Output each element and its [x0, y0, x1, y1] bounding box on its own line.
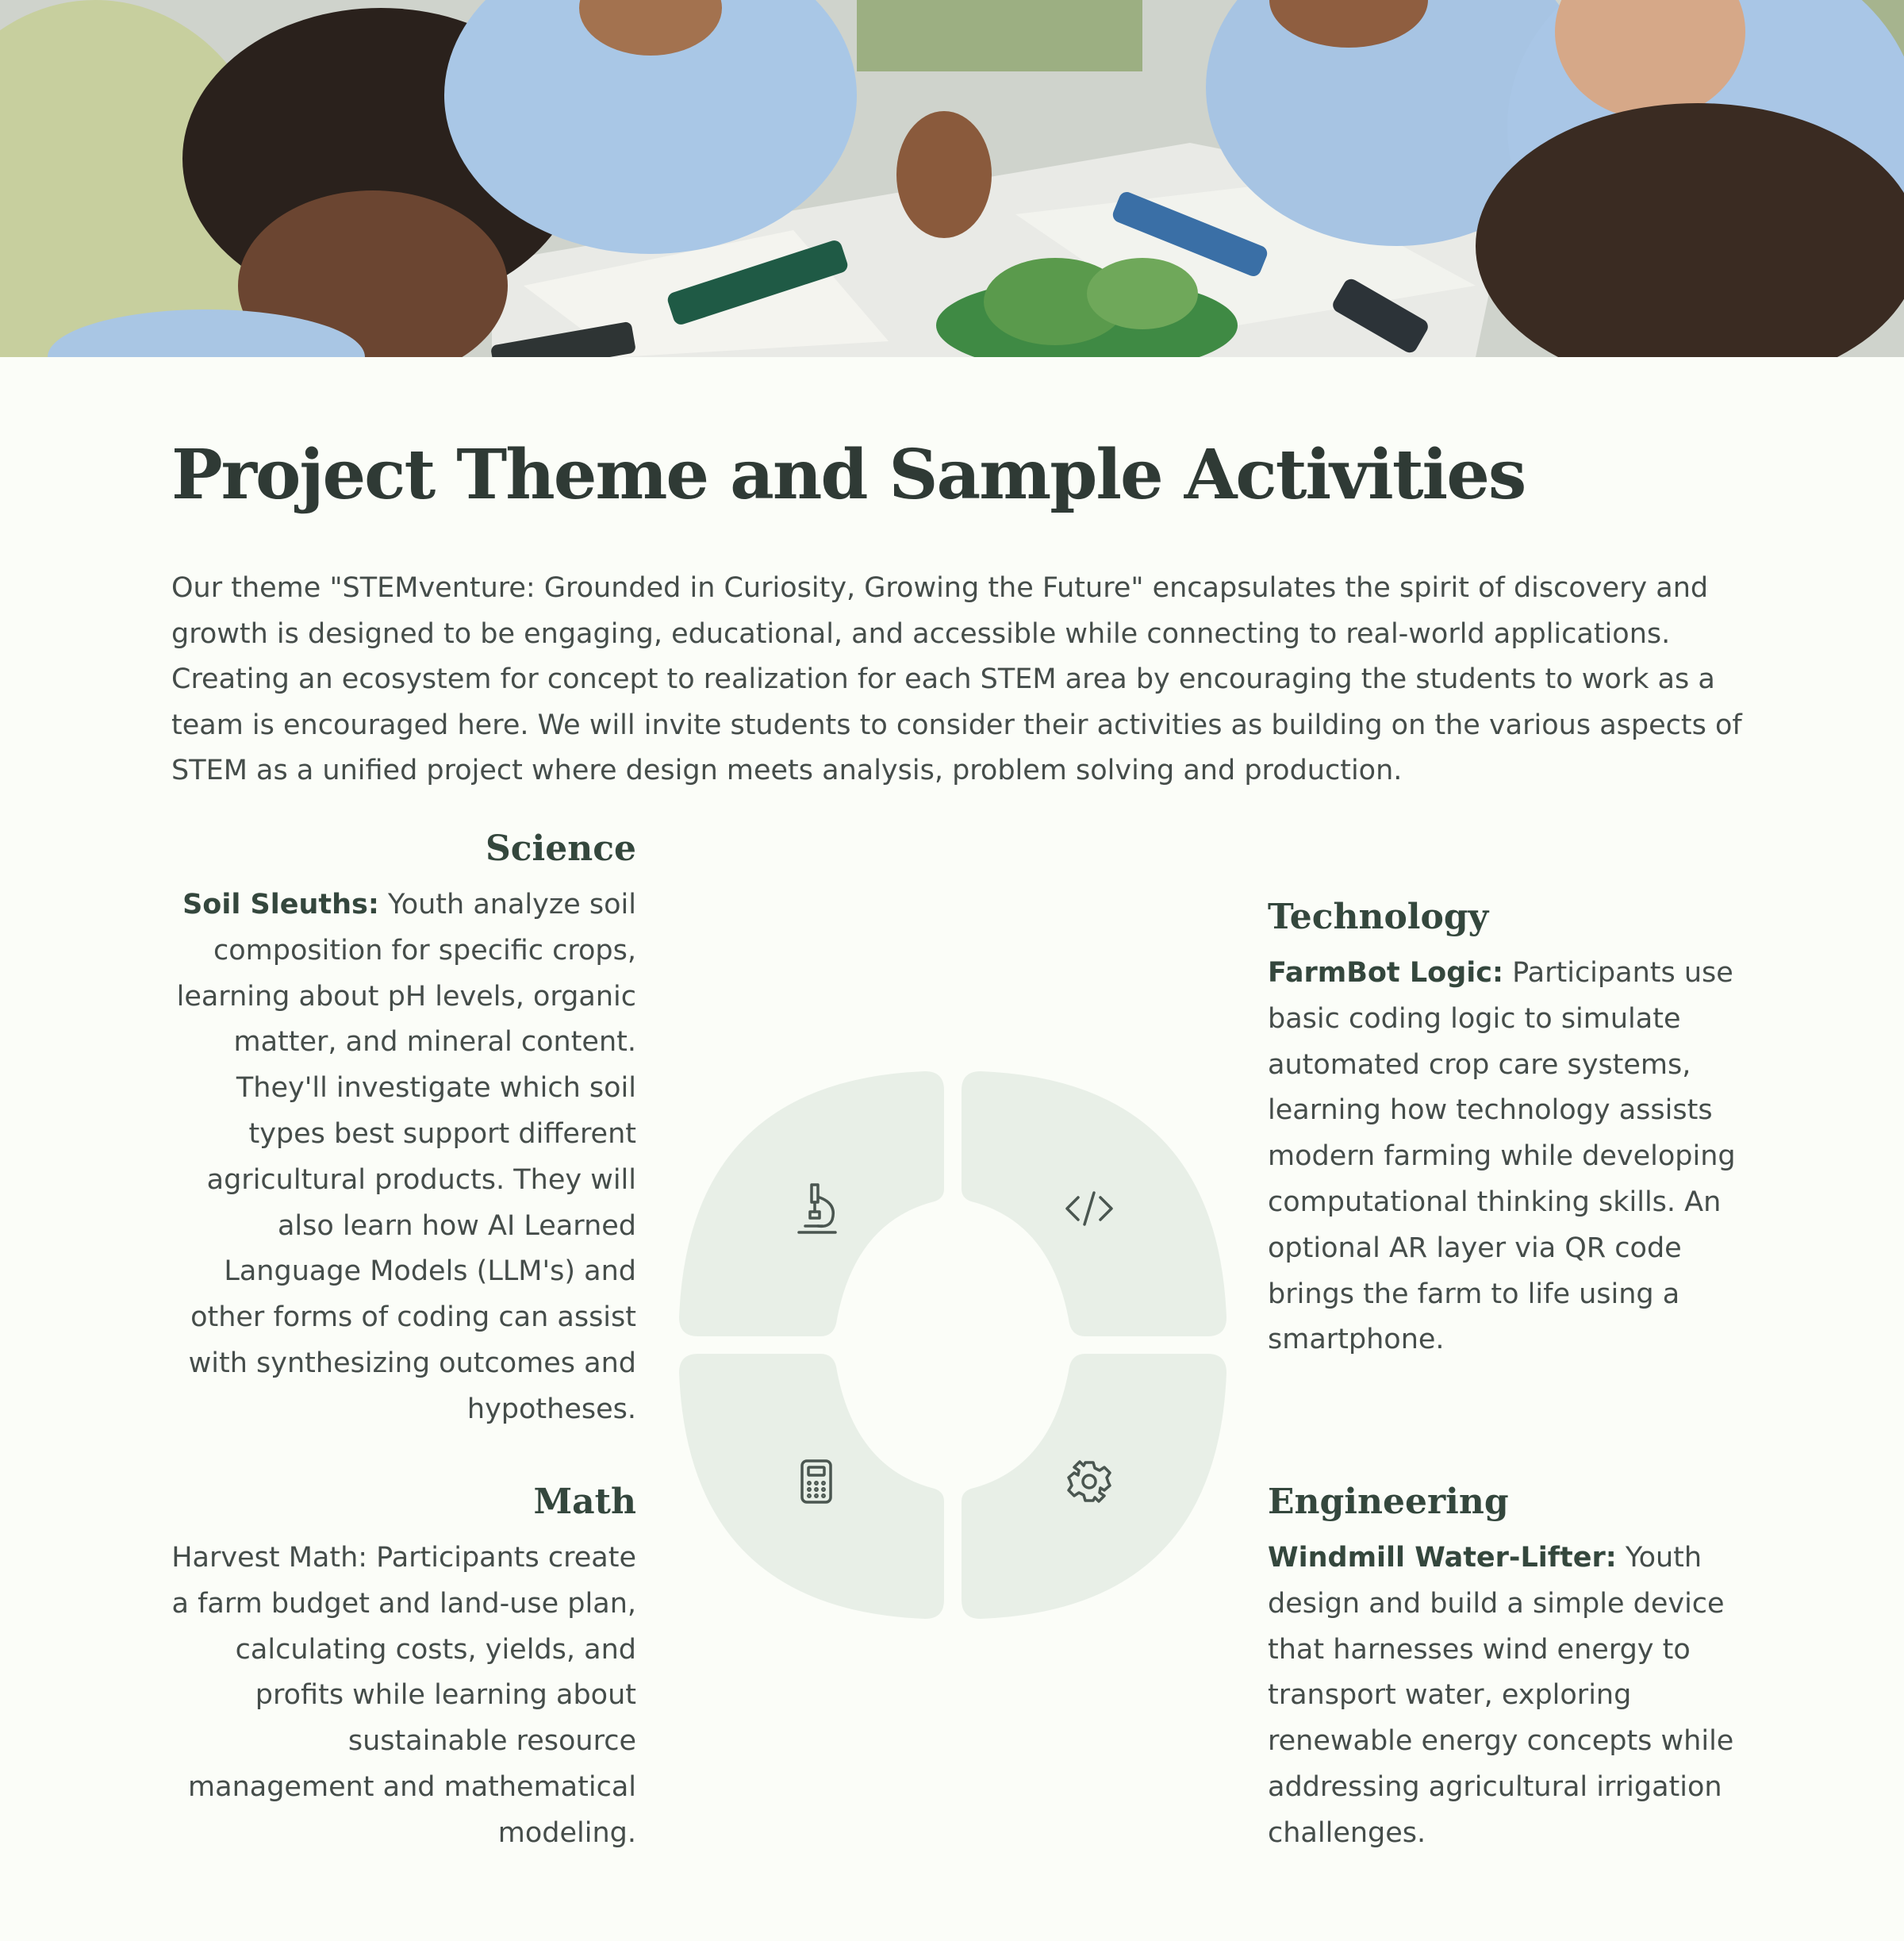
engineering-text: Youth design and build a simple device that harnesses wind energy to transport water, exploring renewable energy concepts while addressing agricultural irrigation challenges.: [1268, 1542, 1734, 1849]
stem-wheel: [679, 1071, 1226, 1622]
math-body: Harvest Math: Participants create a farm budget and land-use plan, calculating costs, yields, and profits while learning about sustainable resource management and mathematical modeling.: [171, 1542, 636, 1849]
wheel-segment-science: [679, 1071, 944, 1336]
science-section: [171, 825, 636, 1433]
engineering-heading: Engineering: [1268, 1482, 1509, 1522]
science-heading: Science: [485, 828, 636, 869]
math-section: [171, 1478, 636, 1857]
wheel-segment-math: [679, 1354, 944, 1619]
intro-paragraph: Our theme "STEMventure: Grounded in Curiosity, Growing the Future" encapsulates the spirit of discovery and growth is designed to be engaging, educational, and accessible while connecting to real-world applications. Creating an ecosystem for concept to realization for each STEM area by encouraging the students to work as a team is encouraged here. We will invite students to consider their activities as building on the various aspects of STEM as a unified project where design meets analysis, problem solving and production.: [171, 572, 1742, 786]
technology-text: Participants use basic coding logic to simulate automated crop care systems, learning how technology assists modern farming while developing computational thinking skills. An optional AR layer via QR code brings the farm to life using a smartphone.: [1268, 957, 1736, 1356]
technology-body: [1268, 951, 1744, 1363]
engineering-section: [1268, 1478, 1744, 1857]
math-heading: Math: [533, 1482, 636, 1522]
science-body: [171, 882, 636, 1433]
technology-section: [1268, 894, 1744, 1363]
wheel-segment-technology: [962, 1071, 1226, 1336]
science-lead: Soil Sleuths:: [182, 889, 379, 921]
engineering-lead: Windmill Water-Lifter:: [1268, 1542, 1617, 1574]
engineering-body: [1268, 1536, 1744, 1857]
technology-heading: Technology: [1268, 897, 1489, 937]
science-text: Youth analyze soil composition for specific crops, learning about pH levels, organic matter, and mineral content. They'll investigate which soil types best support different agricultural products. They will also learn how AI Learned Language Models (LLM's) and other forms of coding can assist with synthesizing outcomes and hypotheses.: [176, 889, 636, 1425]
page-title: Project Theme and Sample Activities: [171, 435, 1526, 515]
technology-lead: FarmBot Logic:: [1268, 957, 1503, 989]
hero-photo: [0, 0, 1904, 357]
